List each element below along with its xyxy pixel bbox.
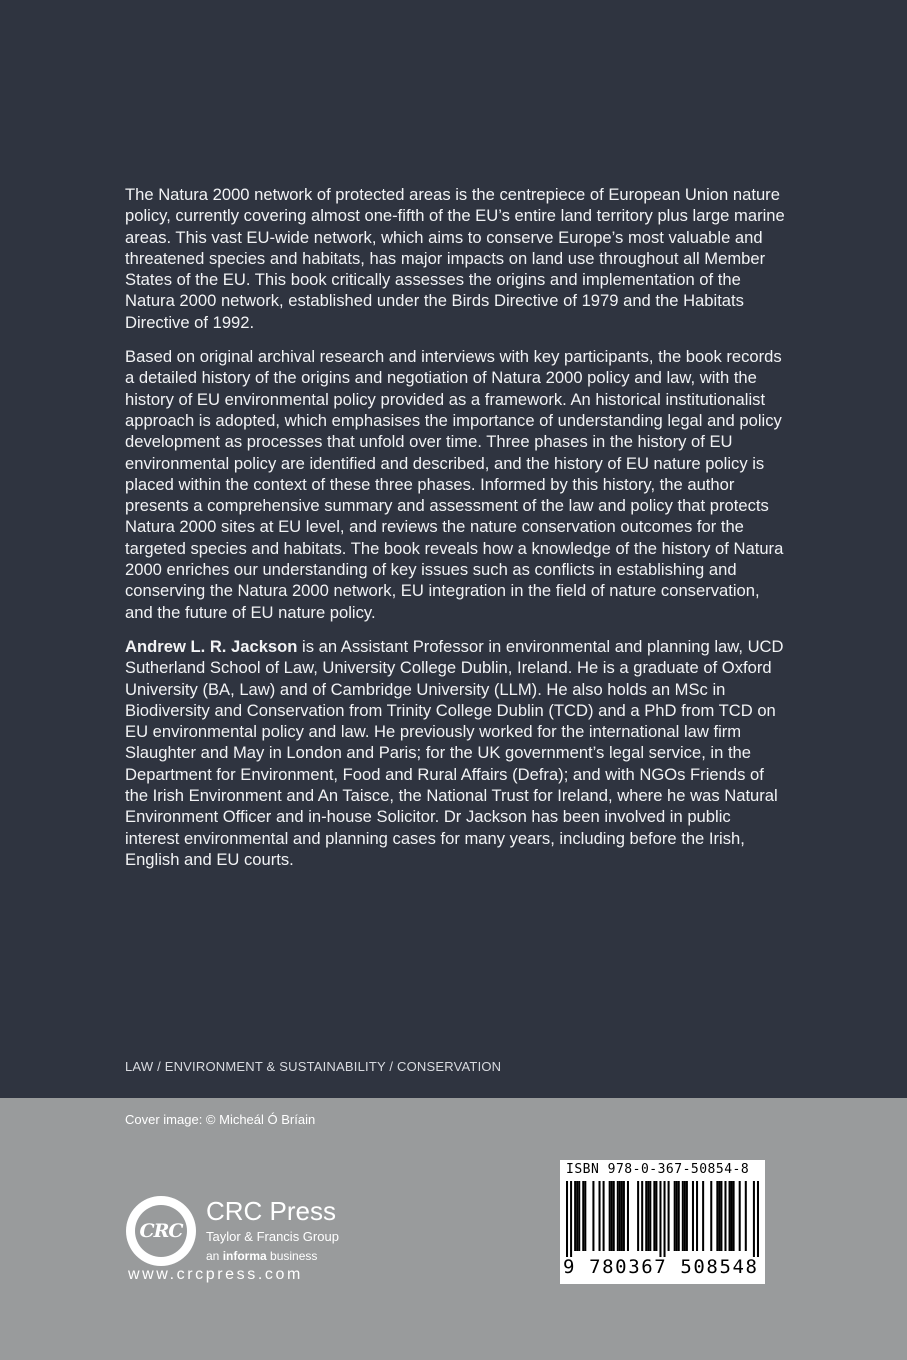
barcode-bar (678, 1181, 680, 1251)
barcode-bar (664, 1181, 666, 1257)
cover-image-credit: Cover image: © Micheál Ó Bríain (125, 1112, 316, 1127)
back-cover-bottom-panel (0, 1098, 907, 1360)
publisher-informa-line: an informa business (206, 1249, 318, 1263)
barcode-bar (686, 1181, 688, 1251)
barcode-bar (611, 1181, 613, 1251)
barcode-bar (578, 1181, 580, 1251)
crc-logo-text: CRC (135, 1205, 187, 1257)
barcode-bar (674, 1181, 676, 1251)
barcode-bar (729, 1181, 731, 1251)
barcode-bar (584, 1181, 586, 1251)
barcode-bar (716, 1181, 718, 1251)
barcode-bar (739, 1181, 741, 1251)
barcode-bar (613, 1181, 615, 1251)
barcode-bar (623, 1181, 625, 1251)
isbn-label: ISBN 978-0-367-50854-8 (566, 1162, 750, 1177)
barcode-bar (731, 1181, 733, 1251)
barcode-bar (619, 1181, 621, 1251)
barcode-bar (627, 1181, 629, 1251)
barcode-bar (603, 1181, 605, 1251)
barcode-bar (676, 1181, 678, 1251)
barcode-bar (710, 1181, 712, 1251)
publisher-url: www.crcpress.com (128, 1266, 303, 1283)
ean-digits: 9 780367 508548 (563, 1256, 759, 1278)
barcode-bar (684, 1181, 686, 1251)
barcode-bar (649, 1181, 651, 1251)
barcode-bar (570, 1181, 572, 1257)
barcode-bar (582, 1181, 584, 1251)
barcode-bar (733, 1181, 735, 1251)
publisher-name: CRC Press (206, 1196, 337, 1226)
barcode-bar (647, 1181, 649, 1251)
barcode-bar (599, 1181, 601, 1251)
barcode-bar (682, 1181, 684, 1251)
barcode-bar (702, 1181, 704, 1251)
subject-categories: LAW / ENVIRONMENT & SUSTAINABILITY / CONSERVATION (125, 1059, 502, 1074)
author-bio-text: is an Assistant Professor in environmental and planning law, UCD Sutherland School of Law, University College Dublin, Ireland. He is a graduate of Oxford University (BA, Law) and of Cambridge University (LLM). He also holds an MSc in Biodiversity and Conservation from Trinity College Dublin (TCD) and a PhD from TCD on EU environmental policy and law. He previously worked for the international law firm Slaughter and May in London and Paris; for the UK government’s legal service, in the Department for Environment, Food and Rural Affairs (Defra); and with NGOs Friends of the Irish Environment and An Taisce, the National Trust for Ireland, where he was Natural Environment Officer and in-house Solicitor. Dr Jackson has been involved in public interest environmental and planning cases for many years, including before the Irish, English and EU courts. (125, 636, 784, 869)
barcode-bar (574, 1181, 576, 1251)
barcode-bar (720, 1181, 722, 1251)
description-paragraph-2: Based on original archival research and interviews with key participants, the book records a detailed history of the origins and negotiation of Natura 2000 policy and law, with the history of EU environmental policy provided as a framework. An historical institutionalist approach is adopted, which emphasises the importance of understanding legal and policy development as processes that unfold over time. Three phases in the history of EU environmental policy are identified and described, and the history of EU nature policy is placed within the context of these three phases. Informed by this history, the author presents a comprehensive summary and assessment of the law and policy that protects Natura 2000 sites at EU level, and reviews the nature conservation outcomes for the targeted species and habitats. The book reveals how a knowledge of the history of Natura 2000 enriches our understanding of key issues such as conflicts in establishing and conserving the Natura 2000 network, EU integration in the field of nature conservation, and the future of EU nature policy. (125, 347, 784, 622)
barcode-bar (592, 1181, 594, 1251)
author-bio (125, 636, 785, 870)
barcode-bar (641, 1181, 643, 1251)
barcode-bars (566, 1181, 759, 1257)
barcode-bar (566, 1181, 568, 1257)
author-name: Andrew L. R. Jackson (125, 636, 298, 656)
barcode-bar (692, 1181, 694, 1251)
isbn-barcode (560, 1160, 765, 1284)
barcode-bar (621, 1181, 623, 1251)
barcode-bar (609, 1181, 611, 1251)
barcode-bar (718, 1181, 720, 1251)
barcode-bar (745, 1181, 747, 1251)
barcode-bar (753, 1181, 755, 1257)
barcode-bar (637, 1181, 639, 1251)
barcode-bar (757, 1181, 759, 1257)
barcode-bar (645, 1181, 647, 1251)
barcode-bar (653, 1181, 655, 1251)
barcode-bar (696, 1181, 698, 1251)
barcode-bar (724, 1181, 726, 1251)
barcode-bar (659, 1181, 661, 1257)
publisher-group: Taylor & Francis Group (206, 1229, 339, 1244)
barcode-bar (617, 1181, 619, 1251)
description-paragraph-1: The Natura 2000 network of protected areas is the centrepiece of European Union nature policy, currently covering almost one-fifth of the EU’s entire land territory plus large marine areas. This vast EU-wide network, which aims to conserve Europe’s most valuable and threatened species and habitats, has major impacts on land use throughout all Member States of the EU. This book critically assesses the origins and implementation of the Natura 2000 network, established under the Birds Directive of 1979 and the Habitats Directive of 1992. (125, 185, 785, 332)
crc-logo-icon (126, 1196, 196, 1266)
barcode-bar (655, 1181, 657, 1251)
blurb-text (125, 184, 785, 883)
barcode-bar (576, 1181, 578, 1251)
barcode-bar (668, 1181, 670, 1251)
